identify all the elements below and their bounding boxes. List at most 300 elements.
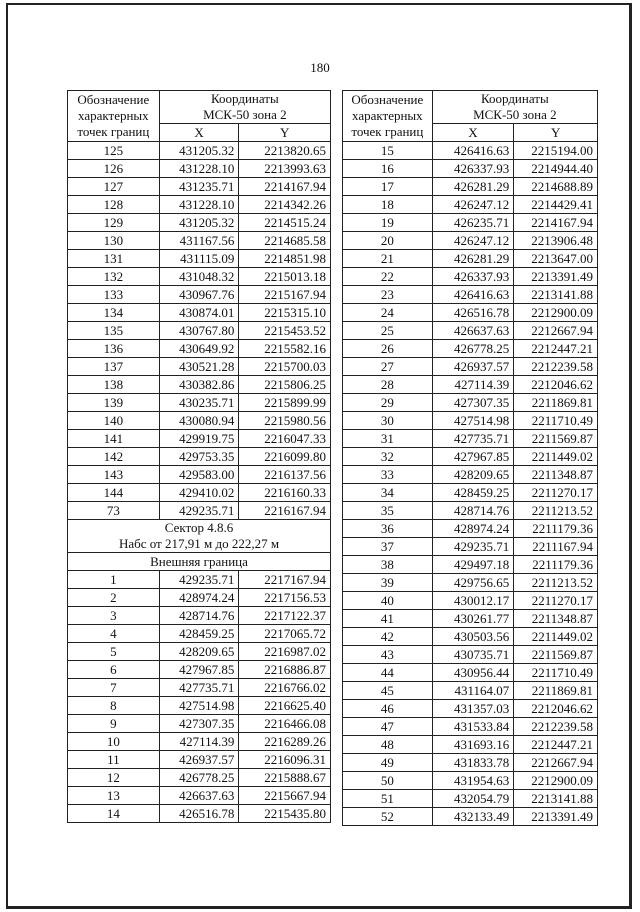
point-id-cell: 16 [343,160,433,178]
boundary-label: Внешняя граница [68,553,331,571]
table-row [343,808,598,826]
x-coordinate-cell: 430956.44 [432,664,514,682]
y-coordinate-cell: 2211270.17 [514,592,598,610]
point-id-cell: 13 [68,787,160,805]
x-coordinate-cell: 427114.39 [432,376,514,394]
point-id-cell: 31 [343,430,433,448]
x-header: X [432,124,514,142]
y-coordinate-cell: 2214515.24 [239,214,331,232]
point-id-cell: 133 [68,286,160,304]
coordinates-table-left [67,90,331,823]
table-row [68,625,331,643]
y-coordinate-cell: 2211569.87 [514,430,598,448]
table-row [68,466,331,484]
point-id-cell: 34 [343,484,433,502]
table-row [68,715,331,733]
x-coordinate-cell: 431357.03 [432,700,514,718]
point-id-cell: 9 [68,715,160,733]
x-coordinate-cell: 426637.63 [432,322,514,340]
table-row [68,358,331,376]
table-row [68,250,331,268]
table-row [343,304,598,322]
y-coordinate-cell: 2216160.33 [239,484,331,502]
table-row [68,484,331,502]
y-coordinate-cell: 2212900.09 [514,772,598,790]
table-row [343,268,598,286]
x-coordinate-cell: 430735.71 [432,646,514,664]
point-id-cell: 11 [68,751,160,769]
x-coordinate-cell: 426416.63 [432,286,514,304]
y-coordinate-cell: 2213993.63 [239,160,331,178]
table-row [343,772,598,790]
y-coordinate-cell: 2216167.94 [239,502,331,520]
x-coordinate-cell: 431954.63 [432,772,514,790]
point-id-cell: 42 [343,628,433,646]
point-id-cell: 23 [343,286,433,304]
table-row [343,556,598,574]
y-coordinate-cell: 2215888.67 [239,769,331,787]
table-row [68,787,331,805]
point-id-cell: 4 [68,625,160,643]
point-id-cell: 43 [343,646,433,664]
coordinates-table-right [342,90,598,826]
table-row [68,751,331,769]
y-coordinate-cell: 2215667.94 [239,787,331,805]
point-id-cell: 126 [68,160,160,178]
table-row [343,412,598,430]
x-coordinate-cell: 426247.12 [432,196,514,214]
y-coordinate-cell: 2215899.99 [239,394,331,412]
y-coordinate-cell: 2211179.36 [514,556,598,574]
x-coordinate-cell: 429235.71 [159,502,239,520]
y-coordinate-cell: 2211869.81 [514,682,598,700]
x-coordinate-cell: 427307.35 [159,715,239,733]
point-id-cell: 45 [343,682,433,700]
point-id-cell: 20 [343,232,433,250]
sector-title: Сектор 4.8.6 Набс от 217,91 м до 222,27 м [68,520,331,553]
point-id-cell: 19 [343,214,433,232]
table-row [68,448,331,466]
table-row [343,340,598,358]
table-row [68,196,331,214]
x-header: X [159,124,239,142]
point-id-cell: 142 [68,448,160,466]
y-coordinate-cell: 2214944.40 [514,160,598,178]
point-id-cell: 32 [343,448,433,466]
y-coordinate-cell: 2216886.87 [239,661,331,679]
y-coordinate-cell: 2216766.02 [239,679,331,697]
y-coordinate-cell: 2215980.56 [239,412,331,430]
table-row [343,646,598,664]
table-row [343,358,598,376]
point-id-cell: 27 [343,358,433,376]
table-row [343,196,598,214]
table-row [343,394,598,412]
y-coordinate-cell: 2213906.48 [514,232,598,250]
table-row [343,250,598,268]
table-row [343,664,598,682]
y-header: Y [239,124,331,142]
x-coordinate-cell: 431693.16 [432,736,514,754]
table-row [343,484,598,502]
table-row [343,592,598,610]
table-row [68,304,331,322]
point-id-cell: 141 [68,430,160,448]
table-row [343,322,598,340]
point-id-cell: 22 [343,268,433,286]
point-id-cell: 1 [68,571,160,589]
x-coordinate-cell: 428209.65 [159,643,239,661]
x-coordinate-cell: 431228.10 [159,160,239,178]
y-coordinate-cell: 2213820.65 [239,142,331,160]
table-row [343,574,598,592]
x-coordinate-cell: 429235.71 [159,571,239,589]
table-row [343,142,598,160]
point-id-cell: 14 [68,805,160,823]
y-coordinate-cell: 2216047.33 [239,430,331,448]
y-coordinate-cell: 2216096.31 [239,751,331,769]
y-coordinate-cell: 2214685.58 [239,232,331,250]
point-id-cell: 8 [68,697,160,715]
table-row [68,607,331,625]
x-coordinate-cell: 431115.09 [159,250,239,268]
x-coordinate-cell: 426281.29 [432,178,514,196]
x-coordinate-cell: 430382.86 [159,376,239,394]
table-row [343,538,598,556]
table-row [343,790,598,808]
table-row [68,268,331,286]
x-coordinate-cell: 430080.94 [159,412,239,430]
table-row [343,430,598,448]
x-coordinate-cell: 427307.35 [432,394,514,412]
table-row [68,697,331,715]
table-row [68,661,331,679]
x-coordinate-cell: 427735.71 [432,430,514,448]
y-coordinate-cell: 2217156.53 [239,589,331,607]
point-id-cell: 33 [343,466,433,484]
table-row [343,502,598,520]
table-row [343,682,598,700]
table-row [68,178,331,196]
point-id-cell: 39 [343,574,433,592]
y-coordinate-cell: 2211869.81 [514,394,598,412]
x-coordinate-cell: 431533.84 [432,718,514,736]
point-id-cell: 52 [343,808,433,826]
y-coordinate-cell: 2211710.49 [514,664,598,682]
point-id-cell: 49 [343,754,433,772]
table-row [343,160,598,178]
table-row [343,736,598,754]
point-id-cell: 2 [68,589,160,607]
table-row [68,232,331,250]
x-coordinate-cell: 428714.76 [432,502,514,520]
x-coordinate-cell: 430012.17 [432,592,514,610]
point-id-cell: 135 [68,322,160,340]
x-coordinate-cell: 426337.93 [432,268,514,286]
y-coordinate-cell: 2215700.03 [239,358,331,376]
x-coordinate-cell: 427514.98 [432,412,514,430]
x-coordinate-cell: 430874.01 [159,304,239,322]
x-coordinate-cell: 426247.12 [432,232,514,250]
y-coordinate-cell: 2216137.56 [239,466,331,484]
y-coordinate-cell: 2214688.89 [514,178,598,196]
x-coordinate-cell: 426416.63 [432,142,514,160]
table-row [343,610,598,628]
x-coordinate-cell: 428459.25 [159,625,239,643]
point-id-cell: 125 [68,142,160,160]
table-row [68,679,331,697]
point-id-cell: 26 [343,340,433,358]
point-id-cell: 130 [68,232,160,250]
y-coordinate-cell: 2217167.94 [239,571,331,589]
point-id-cell: 12 [68,769,160,787]
point-id-cell: 6 [68,661,160,679]
y-coordinate-cell: 2213647.00 [514,250,598,268]
point-id-cell: 3 [68,607,160,625]
point-id-cell: 44 [343,664,433,682]
point-id-cell: 48 [343,736,433,754]
x-coordinate-cell: 426778.25 [432,340,514,358]
x-coordinate-cell: 430261.77 [432,610,514,628]
x-coordinate-cell: 426235.71 [432,214,514,232]
y-coordinate-cell: 2213141.88 [514,286,598,304]
x-coordinate-cell: 427735.71 [159,679,239,697]
y-coordinate-cell: 2212239.58 [514,718,598,736]
y-coordinate-cell: 2212046.62 [514,700,598,718]
sector-subtitle: Набс от 217,91 м до 222,27 м [118,536,280,551]
table-row [68,142,331,160]
y-coordinate-cell: 2211213.52 [514,574,598,592]
table-row [68,160,331,178]
table-row [343,448,598,466]
y-coordinate-cell: 2212447.21 [514,736,598,754]
point-id-cell: 132 [68,268,160,286]
y-coordinate-cell: 2216625.40 [239,697,331,715]
sector-title-row [68,520,331,553]
point-id-cell: 143 [68,466,160,484]
table-row [343,700,598,718]
x-coordinate-cell: 432054.79 [432,790,514,808]
point-id-cell: 35 [343,502,433,520]
x-coordinate-cell: 431235.71 [159,178,239,196]
point-id-cell: 38 [343,556,433,574]
x-coordinate-cell: 431205.32 [159,142,239,160]
y-coordinate-cell: 2214167.94 [514,214,598,232]
x-coordinate-cell: 429753.35 [159,448,239,466]
x-coordinate-cell: 428209.65 [432,466,514,484]
page-number: 180 [310,60,330,75]
y-coordinate-cell: 2217122.37 [239,607,331,625]
table-row [68,376,331,394]
y-coordinate-cell: 2213391.49 [514,808,598,826]
x-coordinate-cell: 429919.75 [159,430,239,448]
table-row [68,214,331,232]
y-coordinate-cell: 2215453.52 [239,322,331,340]
point-id-cell: 29 [343,394,433,412]
x-coordinate-cell: 426516.78 [432,304,514,322]
table-row [68,430,331,448]
x-coordinate-cell: 431205.32 [159,214,239,232]
x-coordinate-cell: 427114.39 [159,733,239,751]
x-coordinate-cell: 429410.02 [159,484,239,502]
y-coordinate-cell: 2211167.94 [514,538,598,556]
point-id-cell: 40 [343,592,433,610]
y-coordinate-cell: 2216466.08 [239,715,331,733]
table-row [68,340,331,358]
x-coordinate-cell: 427967.85 [432,448,514,466]
table-row [68,805,331,823]
point-id-cell: 25 [343,322,433,340]
x-coordinate-cell: 429756.65 [432,574,514,592]
y-coordinate-cell: 2211213.52 [514,502,598,520]
y-coordinate-cell: 2215315.10 [239,304,331,322]
point-id-cell: 46 [343,700,433,718]
x-coordinate-cell: 426937.57 [432,358,514,376]
point-id-cell: 127 [68,178,160,196]
coordinates-header: Координаты МСК-50 зона 2 [159,91,330,124]
table-row [68,733,331,751]
x-coordinate-cell: 431167.56 [159,232,239,250]
y-coordinate-cell: 2216099.80 [239,448,331,466]
x-coordinate-cell: 426281.29 [432,250,514,268]
point-id-cell: 140 [68,412,160,430]
point-id-cell: 17 [343,178,433,196]
point-id-cell: 30 [343,412,433,430]
point-id-cell: 24 [343,304,433,322]
x-coordinate-cell: 428714.76 [159,607,239,625]
table-row [343,466,598,484]
y-coordinate-cell: 2215194.00 [514,142,598,160]
y-coordinate-cell: 2214429.41 [514,196,598,214]
y-coordinate-cell: 2212667.94 [514,322,598,340]
x-coordinate-cell: 431228.10 [159,196,239,214]
point-id-cell: 36 [343,520,433,538]
x-coordinate-cell: 426516.78 [159,805,239,823]
x-coordinate-cell: 426937.57 [159,751,239,769]
point-label-header: Обозначение характерных точек границ [343,91,433,142]
y-coordinate-cell: 2215013.18 [239,268,331,286]
x-coordinate-cell: 427514.98 [159,697,239,715]
y-coordinate-cell: 2212239.58 [514,358,598,376]
y-coordinate-cell: 2213141.88 [514,790,598,808]
y-coordinate-cell: 2212667.94 [514,754,598,772]
y-coordinate-cell: 2217065.72 [239,625,331,643]
table-row [343,718,598,736]
table-row [68,502,331,520]
x-coordinate-cell: 432133.49 [432,808,514,826]
x-coordinate-cell: 429497.18 [432,556,514,574]
point-id-cell: 7 [68,679,160,697]
point-id-cell: 47 [343,718,433,736]
y-coordinate-cell: 2213391.49 [514,268,598,286]
y-coordinate-cell: 2211348.87 [514,466,598,484]
table-row [343,286,598,304]
table-row [68,412,331,430]
y-coordinate-cell: 2211449.02 [514,448,598,466]
y-coordinate-cell: 2214851.98 [239,250,331,268]
x-coordinate-cell: 431164.07 [432,682,514,700]
table-row [343,214,598,232]
coordinates-header: Координаты МСК-50 зона 2 [432,91,597,124]
y-coordinate-cell: 2211270.17 [514,484,598,502]
point-id-cell: 10 [68,733,160,751]
y-coordinate-cell: 2215167.94 [239,286,331,304]
point-id-cell: 73 [68,502,160,520]
x-coordinate-cell: 429583.00 [159,466,239,484]
y-coordinate-cell: 2214167.94 [239,178,331,196]
point-id-cell: 137 [68,358,160,376]
x-coordinate-cell: 430235.71 [159,394,239,412]
point-id-cell: 37 [343,538,433,556]
point-id-cell: 136 [68,340,160,358]
y-coordinate-cell: 2215806.25 [239,376,331,394]
y-coordinate-cell: 2212447.21 [514,340,598,358]
y-coordinate-cell: 2211179.36 [514,520,598,538]
y-coordinate-cell: 2211348.87 [514,610,598,628]
x-coordinate-cell: 431048.32 [159,268,239,286]
x-coordinate-cell: 428974.24 [432,520,514,538]
y-coordinate-cell: 2214342.26 [239,196,331,214]
x-coordinate-cell: 430967.76 [159,286,239,304]
x-coordinate-cell: 428974.24 [159,589,239,607]
x-coordinate-cell: 427967.85 [159,661,239,679]
x-coordinate-cell: 430503.56 [432,628,514,646]
table-row [343,520,598,538]
y-header: Y [514,124,598,142]
table-row [68,322,331,340]
x-coordinate-cell: 430767.80 [159,322,239,340]
boundary-label-row [68,553,331,571]
y-coordinate-cell: 2212046.62 [514,376,598,394]
y-coordinate-cell: 2216987.02 [239,643,331,661]
point-id-cell: 18 [343,196,433,214]
table-row [68,571,331,589]
x-coordinate-cell: 430521.28 [159,358,239,376]
point-id-cell: 15 [343,142,433,160]
table-row [343,178,598,196]
table-row [68,286,331,304]
point-id-cell: 129 [68,214,160,232]
table-row [68,769,331,787]
table-row [343,754,598,772]
table-row [343,232,598,250]
point-id-cell: 139 [68,394,160,412]
point-id-cell: 134 [68,304,160,322]
x-coordinate-cell: 428459.25 [432,484,514,502]
point-label-header: Обозначение характерных точек границ [68,91,160,142]
x-coordinate-cell: 426778.25 [159,769,239,787]
point-id-cell: 128 [68,196,160,214]
point-id-cell: 5 [68,643,160,661]
x-coordinate-cell: 431833.78 [432,754,514,772]
point-id-cell: 28 [343,376,433,394]
point-id-cell: 21 [343,250,433,268]
table-row [343,376,598,394]
x-coordinate-cell: 426637.63 [159,787,239,805]
point-id-cell: 41 [343,610,433,628]
point-id-cell: 138 [68,376,160,394]
y-coordinate-cell: 2211569.87 [514,646,598,664]
y-coordinate-cell: 2215582.16 [239,340,331,358]
x-coordinate-cell: 429235.71 [432,538,514,556]
table-row [343,628,598,646]
x-coordinate-cell: 426337.93 [432,160,514,178]
y-coordinate-cell: 2211449.02 [514,628,598,646]
point-id-cell: 144 [68,484,160,502]
table-row [68,589,331,607]
point-id-cell: 131 [68,250,160,268]
point-id-cell: 50 [343,772,433,790]
